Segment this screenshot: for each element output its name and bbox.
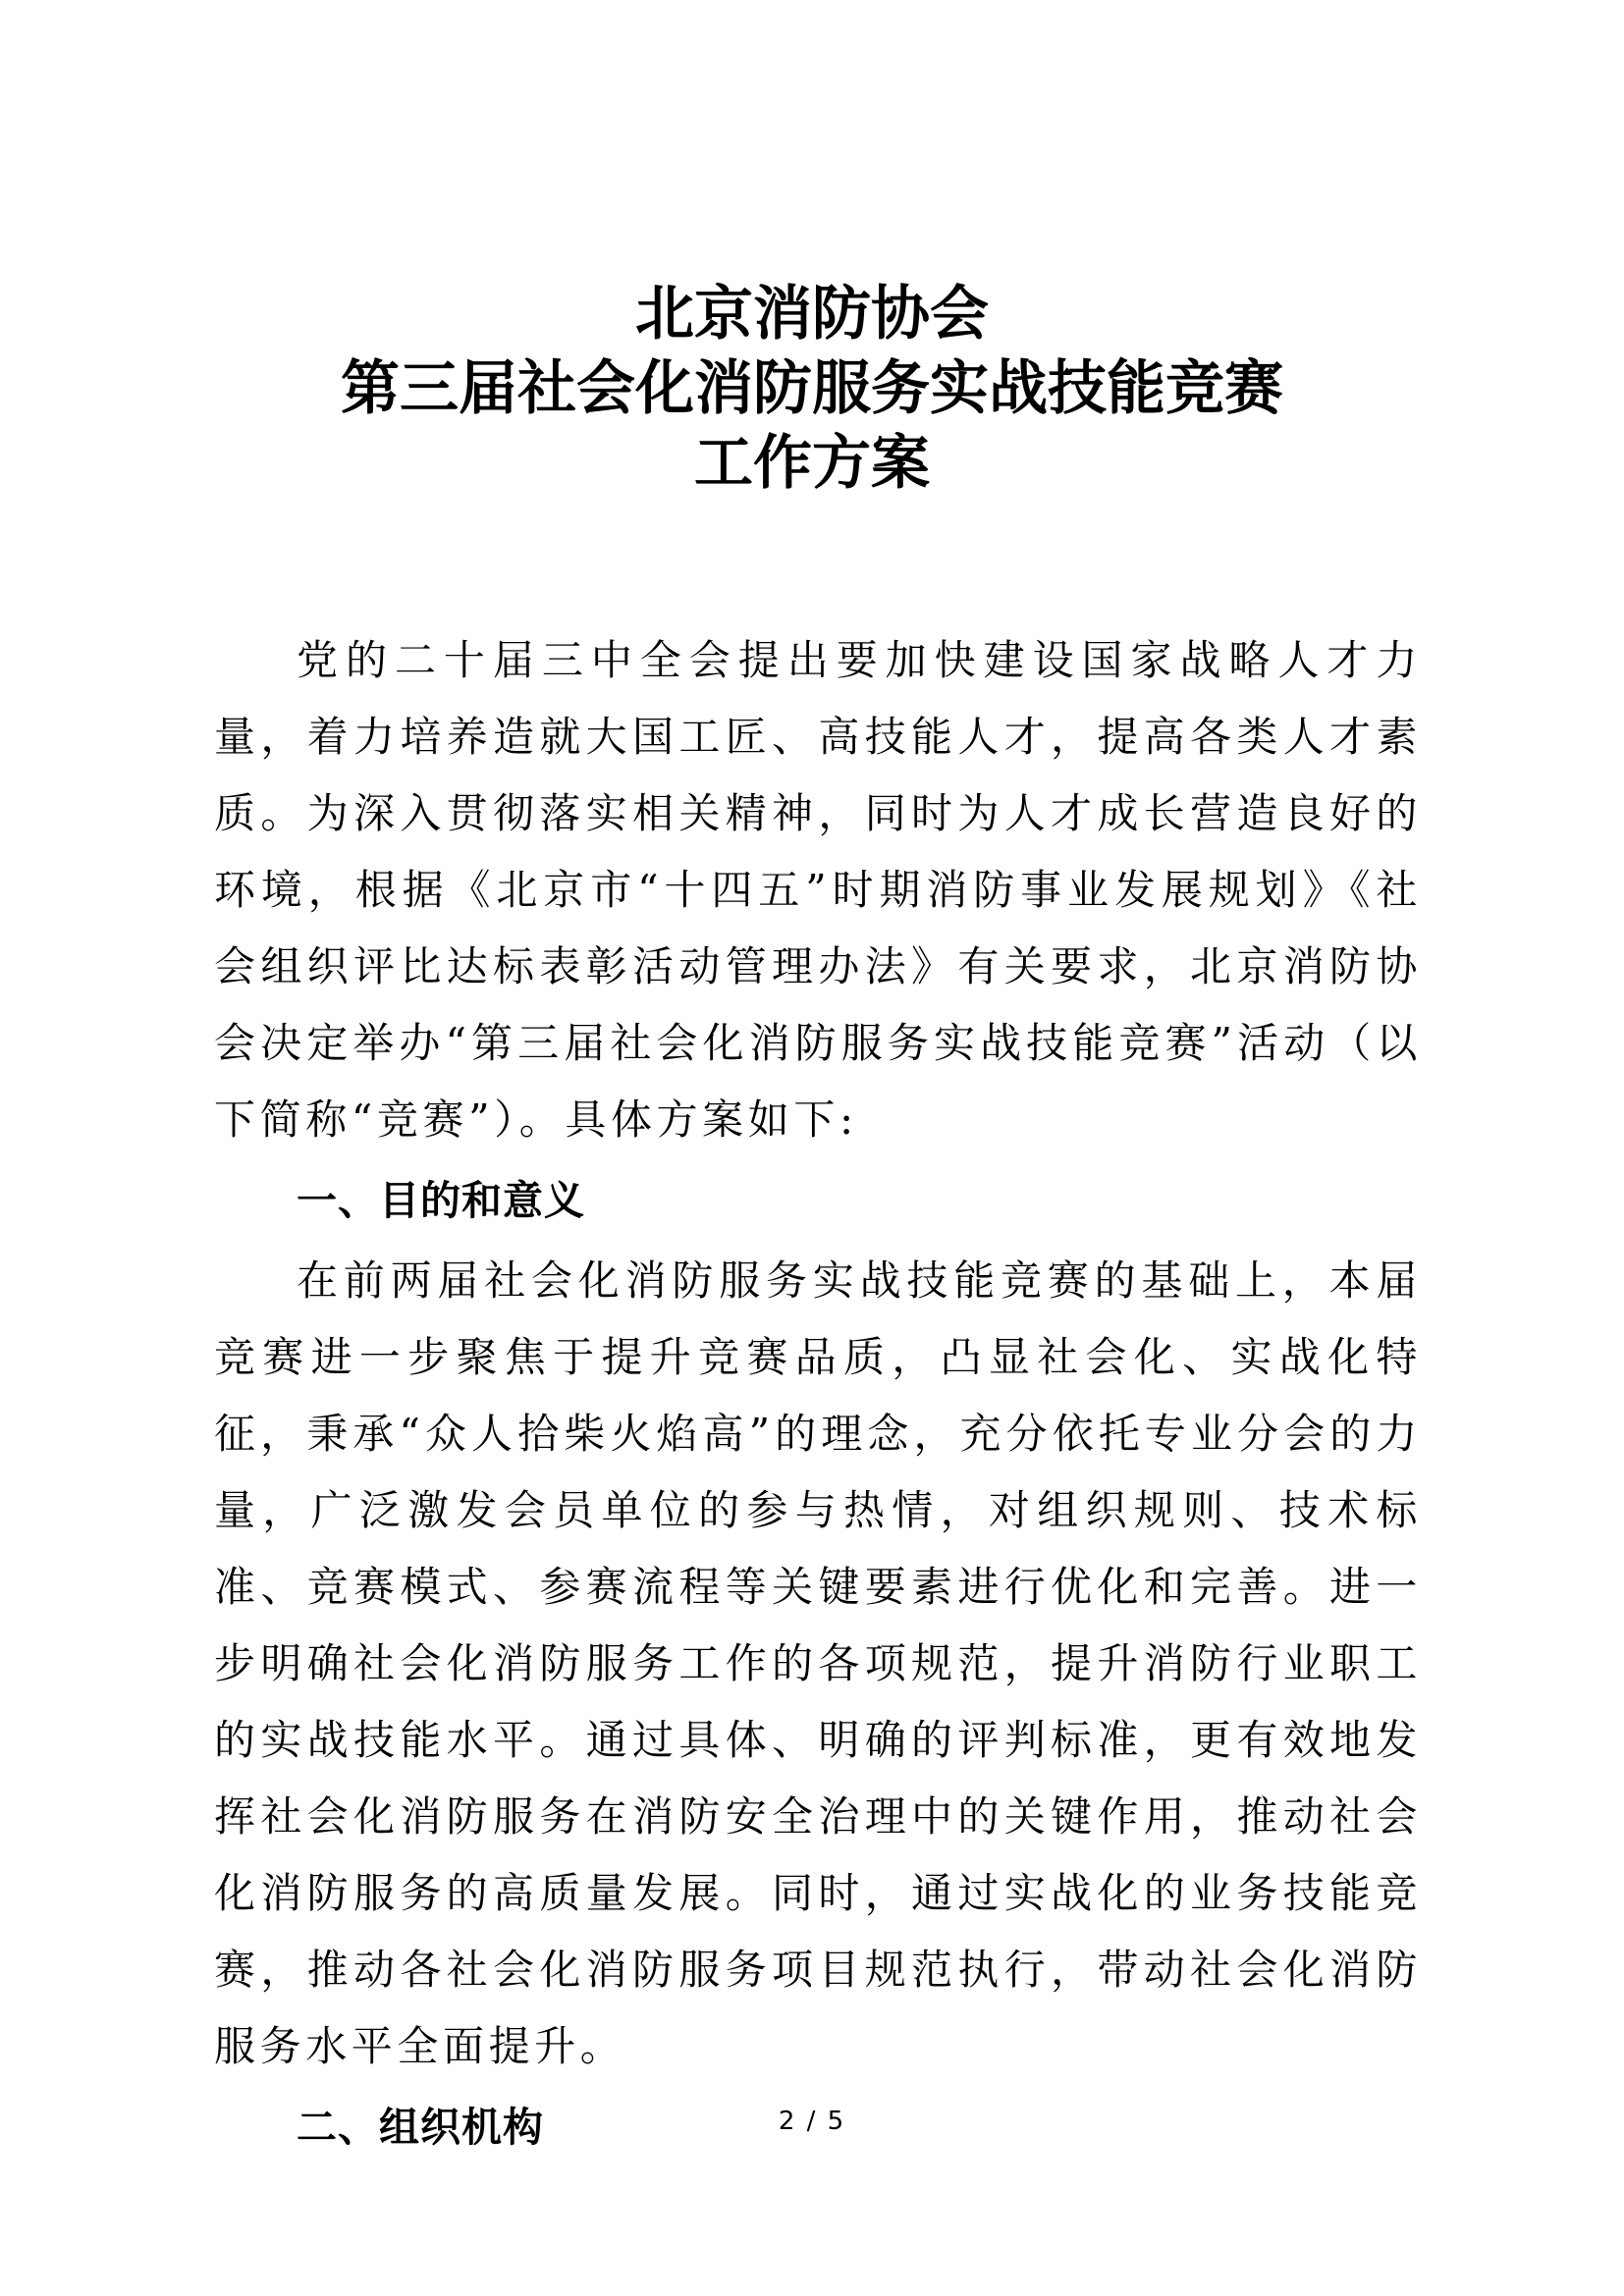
section-paragraph-purpose: 在前两届社会化消防服务实战技能竞赛的基础上，本届竞赛进一步聚焦于提升竞赛品质，凸显社会化、实战化特征，秉承“众人拾柴火焰高”的理念，充分依托专业分会的力量，广泛激发会员单位的参与热情，对组织规则、技术标准、竞赛模式、参赛流程等关键要素进行优化和完善。进一步明确社会化消防服务工作的各项规范，提升消防行业职工的实战技能水平。通过具体、明确的评判标准，更有效地发挥社会化消防服务在消防安全治理中的关键作用，推动社会化消防服务的高质量发展。同时，通过实战化的业务技能竞赛，推动各社会化消防服务项目规范执行，带动社会化消防服务水平全面提升。 <box>214 1256 1422 2070</box>
document-body <box>214 622 1422 2169</box>
section-heading-organization: 二、组织机构 <box>297 2104 544 2151</box>
title-line-doc-type: 工作方案 <box>694 429 930 498</box>
title-line-event: 第三届社会化消防服务实战技能竞赛 <box>341 354 1283 423</box>
title-line-organization: 北京消防协会 <box>635 280 989 348</box>
section-heading-purpose: 一、目的和意义 <box>297 1177 585 1224</box>
intro-paragraph: 党的二十届三中全会提出要加快建设国家战略人才力量，着力培养造就大国工匠、高技能人才，提高各类人才素质。为深入贯彻落实相关精神，同时为人才成长营造良好的环境，根据《北京市“十四五”时期消防事业发展规划》《社会组织评比达标表彰活动管理办法》有关要求，北京消防协会决定举办“第三届社会化消防服务实战技能竞赛”活动（以下简称“竞赛”）。具体方案如下: <box>214 636 1422 1144</box>
document-title <box>0 277 1624 501</box>
page-number: 2 / 5 <box>778 2107 846 2136</box>
